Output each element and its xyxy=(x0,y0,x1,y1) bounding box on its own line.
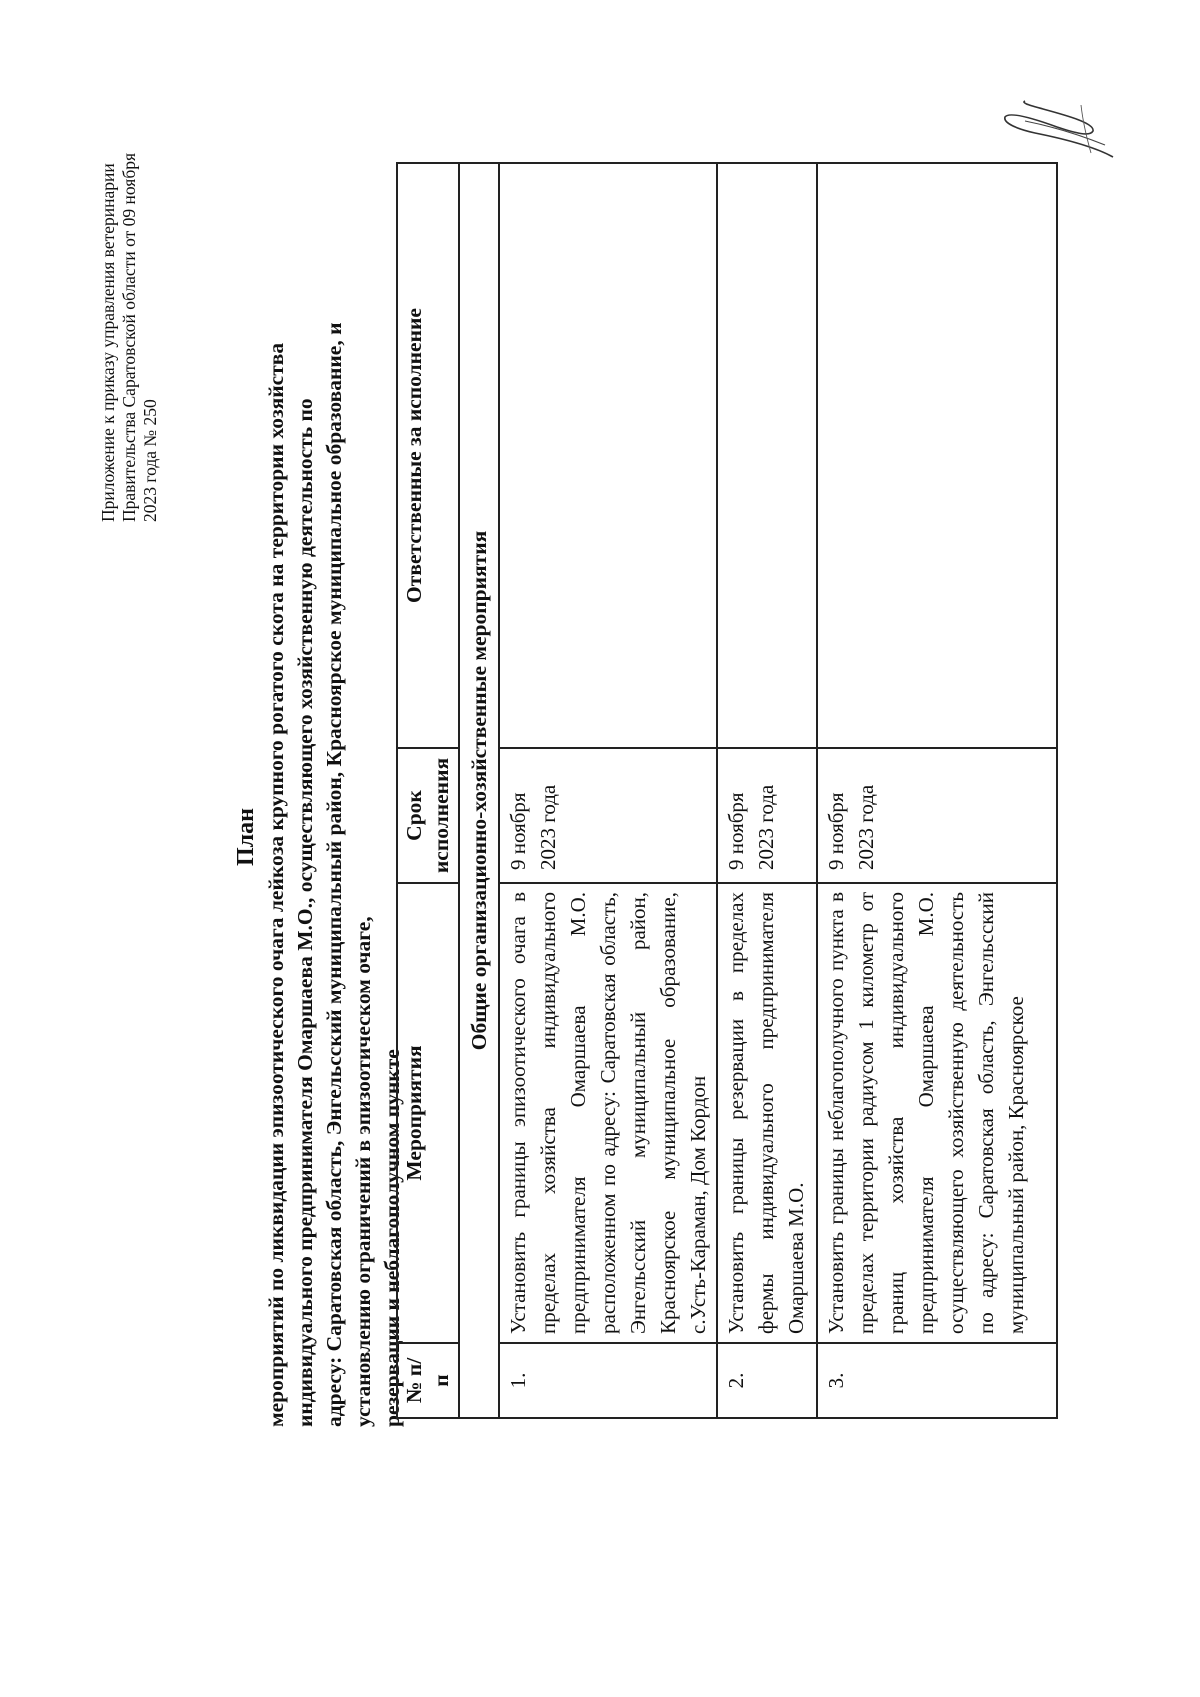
header-num: № п/п xyxy=(397,1343,459,1418)
plan-table xyxy=(396,162,1058,1419)
row-num: 2. xyxy=(717,1343,817,1418)
document-title: План xyxy=(233,808,259,866)
appendix-line-2: Правительства Саратовской области от 09 ноября xyxy=(119,152,139,522)
subtitle-line-2: индивидуального предпринимателя Омаршаева М.О., осуществляющего хозяйственную деятельность по xyxy=(293,398,317,1427)
table-row xyxy=(499,163,717,1418)
section-row xyxy=(459,163,499,1418)
row-deadline: 9 ноября 2023 года xyxy=(717,748,817,883)
row-action: Установить границы эпизоотического очага в пределах хозяйства индивидуального предпринимателя Омаршаева М.О. расположенном по адресу: Саратовская область, Энгельсский муниципальный район, Красноярское муниципальное образование, с.Усть-Караман, Дом Кордон xyxy=(499,883,717,1343)
table-row xyxy=(717,163,817,1418)
signature-mark xyxy=(995,97,1120,167)
table-header-row xyxy=(397,163,459,1418)
row-responsible xyxy=(717,163,817,748)
row-deadline: 9 ноября 2023 года xyxy=(499,748,717,883)
subtitle-line-5: резервации и неблагополучном пункте xyxy=(380,1049,404,1427)
row-deadline: 9 ноября 2023 года xyxy=(817,748,1057,883)
table-row xyxy=(817,163,1057,1418)
subtitle-line-3: адресу: Саратовская область, Энгельсский муниципальный район, Красноярское муниципальное образование, и xyxy=(322,322,346,1427)
appendix-line-1: Приложение к приказу управления ветеринарии xyxy=(98,163,118,522)
row-action: Установить границы резервации в пределах фермы индивидуального предпринимателя Омаршаева М.О. xyxy=(717,883,817,1343)
row-responsible xyxy=(817,163,1057,748)
row-action: Установить границы неблагополучного пункта в пределах территории радиусом 1 километр от границ хозяйства индивидуального предпринимателя Омаршаева М.О. осуществляющего хозяйственную деятельность по адресу: Саратовская область, Энгельсский муниципальный район, Красноярское xyxy=(817,883,1057,1343)
document-subtitle xyxy=(262,247,407,1427)
header-action: Мероприятия xyxy=(397,883,459,1343)
appendix-line-3: 2023 года № 250 xyxy=(140,399,160,522)
row-num: 1. xyxy=(499,1343,717,1418)
header-deadline: Срок исполнения xyxy=(397,748,459,883)
section-title: Общие организационно-хозяйственные мероприятия xyxy=(459,163,499,1418)
row-num: 3. xyxy=(817,1343,1057,1418)
row-responsible xyxy=(499,163,717,748)
appendix-note xyxy=(98,52,161,522)
subtitle-line-1: мероприятий по ликвидации эпизоотического очага лейкоза крупного рогатого скота на территории хозяйства xyxy=(264,342,288,1427)
header-responsible: Ответственные за исполнение xyxy=(397,163,459,748)
subtitle-line-4: установлению ограничений в эпизоотическом очаге, xyxy=(351,916,375,1427)
